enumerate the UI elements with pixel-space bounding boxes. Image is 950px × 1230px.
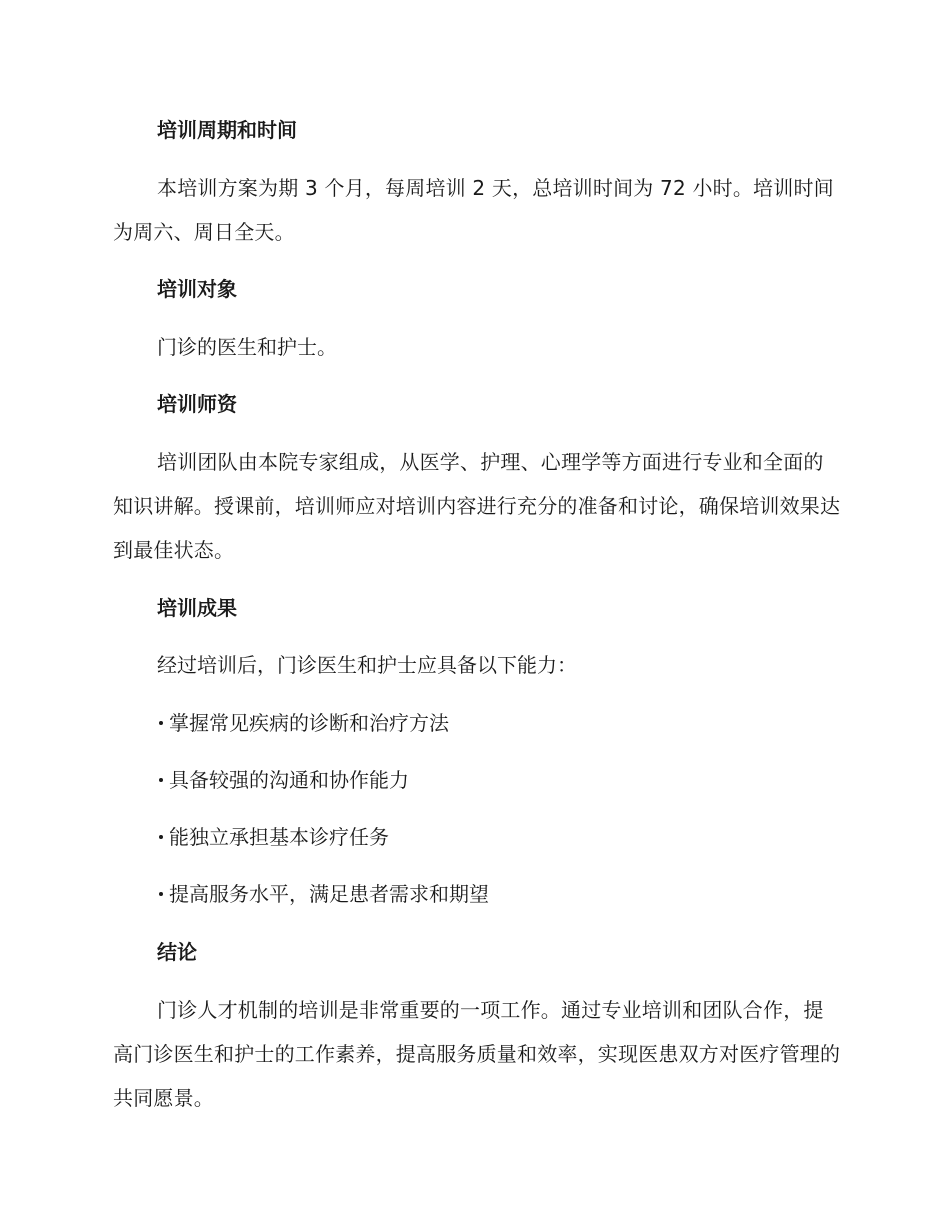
section-body-audience: 门诊的医生和护士。: [157, 335, 337, 359]
list-item-label: 掌握常见疾病的诊断和治疗方法: [169, 711, 449, 735]
bullet-icon: [159, 778, 163, 782]
section-body-cycle: 本培训方案为期 3 个月，每周培训 2 天，总培训时间为 72 小时。培训时间为周六、周日全天。: [113, 176, 834, 244]
section-heading-trainers: 培训师资: [157, 392, 237, 416]
section-heading-conclusion: 结论: [157, 940, 197, 964]
list-item-label: 能独立承担基本诊疗任务: [169, 825, 389, 849]
bullet-icon: [159, 835, 163, 839]
section-heading-cycle: 培训周期和时间: [157, 118, 297, 142]
bullet-icon: [159, 721, 163, 725]
list-item-label: 具备较强的沟通和协作能力: [169, 768, 409, 792]
section-intro-outcomes: 经过培训后，门诊医生和护士应具备以下能力：: [157, 653, 577, 677]
list-item: [157, 765, 409, 795]
list-item: [157, 822, 389, 852]
section-heading-audience: 培训对象: [157, 277, 237, 301]
list-item: [157, 879, 489, 909]
section-body-conclusion: 门诊人才机制的培训是非常重要的一项工作。通过专业培训和团队合作，提高门诊医生和护士的工作素养，提高服务质量和效率，实现医患双方对医疗管理的共同愿景。: [113, 998, 841, 1110]
bullet-icon: [159, 892, 163, 896]
section-heading-outcomes: 培训成果: [157, 596, 237, 620]
section-body-trainers: 培训团队由本院专家组成，从医学、护理、心理学等方面进行专业和全面的知识讲解。授课前，培训师应对培训内容进行充分的准备和讨论，确保培训效果达到最佳状态。: [113, 450, 841, 562]
list-item-label: 提高服务水平，满足患者需求和期望: [169, 882, 489, 906]
list-item: [157, 708, 449, 738]
